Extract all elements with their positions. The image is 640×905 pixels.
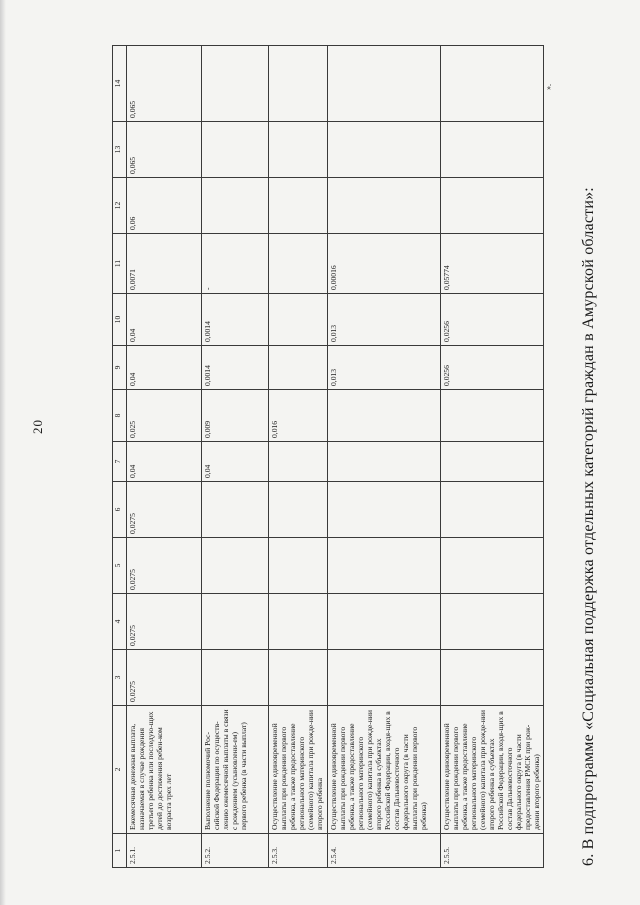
table-cell <box>269 538 328 594</box>
table-cell: 0,065 <box>127 122 202 178</box>
column-header: 9 <box>113 346 127 390</box>
rotated-content <box>112 42 597 868</box>
table-cell: 0,013 <box>328 346 441 390</box>
row-description: Осуществление единовременной выплаты при рождении первого ребенка, а также предоставление регионального материнского (семейного) капитала при рожде-нии второго ребенка <box>269 706 328 834</box>
table-cell: 0,0275 <box>127 650 202 706</box>
table-row <box>328 46 441 868</box>
table-cell: 0,05774 <box>441 234 544 294</box>
column-header: 5 <box>113 538 127 594</box>
table-cell <box>269 122 328 178</box>
table-cell: 0,0256 <box>441 294 544 346</box>
table-cell: 0,016 <box>269 390 328 442</box>
table-cell <box>269 234 328 294</box>
table-cell <box>202 594 269 650</box>
table-cell <box>441 442 544 482</box>
page-number: 20 <box>30 419 45 434</box>
table-cell: 0,0275 <box>127 538 202 594</box>
table-cell <box>328 390 441 442</box>
table-cell <box>269 594 328 650</box>
column-header: 13 <box>113 122 127 178</box>
table-cell <box>441 594 544 650</box>
row-index: 2.5.3. <box>269 834 328 868</box>
row-index: 2.5.4. <box>328 834 441 868</box>
table-cell: 0,0256 <box>441 346 544 390</box>
table-cell <box>328 594 441 650</box>
table-cell <box>441 178 544 234</box>
column-header: 3 <box>113 650 127 706</box>
table-cell: 0,0275 <box>127 594 202 650</box>
table-cell <box>441 122 544 178</box>
table-cell: 0,065 <box>127 46 202 122</box>
table-cell <box>269 346 328 390</box>
section-caption: 6. В подпрограмме «Социальная поддержка отдельных категорий граждан в Амурской области»: <box>580 187 597 866</box>
table-cell <box>269 294 328 346</box>
table-cell <box>441 390 544 442</box>
row-index: 2.5.1. <box>127 834 202 868</box>
table-cell: 0,04 <box>202 442 269 482</box>
column-header: 10 <box>113 294 127 346</box>
column-header: 8 <box>113 390 127 442</box>
table-cell <box>269 178 328 234</box>
table-cell: 0,04 <box>127 346 202 390</box>
closing-quote-mark: ». <box>544 84 553 90</box>
table-cell <box>328 122 441 178</box>
table-cell <box>441 538 544 594</box>
column-header: 4 <box>113 594 127 650</box>
table-cell <box>328 178 441 234</box>
row-description: Выполнение полномочий Рос-сийской Федерации по осуществ-лению ежемесячной выплаты в связи с рождением (усыновлени-ем) первого ребенка (в части выплат) <box>202 706 269 834</box>
table-cell: 0,009 <box>202 390 269 442</box>
table-cell: 0,0071 <box>127 234 202 294</box>
column-header: 1 <box>113 834 127 868</box>
table-cell: 0,04 <box>127 442 202 482</box>
table-cell <box>202 650 269 706</box>
column-header: 2 <box>113 706 127 834</box>
column-header: 7 <box>113 442 127 482</box>
scan-edge <box>0 0 6 905</box>
table-cell <box>269 650 328 706</box>
table-row <box>202 46 269 868</box>
table-cell <box>269 442 328 482</box>
table-cell <box>269 46 328 122</box>
table-cell <box>202 178 269 234</box>
column-header: 11 <box>113 234 127 294</box>
row-description: Осуществление единовременной выплаты при рождении первого ребенка, а также предоставление регионального материнского (семейного) капитала при рожде-нии второго ребенка в субъектах Российской Федерации, входя-щих в состав Дальневосточного федерального округа (в части выплаты при рождении первого ребенка) <box>328 706 441 834</box>
table-row <box>441 46 544 868</box>
table-cell: 0,04 <box>127 294 202 346</box>
table-cell <box>441 46 544 122</box>
table-cell <box>328 538 441 594</box>
table-cell: 0,013 <box>328 294 441 346</box>
table-cell <box>328 46 441 122</box>
table-cell: 0,0014 <box>202 346 269 390</box>
header-row <box>113 46 127 868</box>
table-cell <box>328 650 441 706</box>
table-cell: 0,06 <box>127 178 202 234</box>
table-cell <box>441 650 544 706</box>
indicator-table <box>112 45 544 868</box>
table-cell: 0,0275 <box>127 482 202 538</box>
table-cell <box>441 482 544 538</box>
table-cell: 0,025 <box>127 390 202 442</box>
row-index: 2.5.2. <box>202 834 269 868</box>
row-index: 2.5.5. <box>441 834 544 868</box>
table-cell <box>328 482 441 538</box>
table-row <box>269 46 328 868</box>
table-cell <box>202 538 269 594</box>
row-description: Осуществление единовременной выплаты при рождении первого ребенка, а также предоставление регионального материнского (семейного) капитала при рожде-нии второго ребенка в субъектах Российской Федерации, входя-щих в состав Дальневосточного федерального округа (в части предоставления РМСК при рож-дении второго ребенка) <box>441 706 544 834</box>
table-cell <box>202 46 269 122</box>
row-description: Ежемесячная денежная выплата, назначаемая в случае рождения третьего ребенка или последую-щих детей до достижения ребен-ком возраста трех лет <box>127 706 202 834</box>
table-cell: 0,00016 <box>328 234 441 294</box>
column-header: 12 <box>113 178 127 234</box>
table-cell <box>269 482 328 538</box>
column-header: 14 <box>113 46 127 122</box>
table-cell: - <box>202 234 269 294</box>
table-cell <box>202 122 269 178</box>
table-cell: 0,0014 <box>202 294 269 346</box>
table-cell <box>202 482 269 538</box>
column-header: 6 <box>113 482 127 538</box>
table-cell <box>328 442 441 482</box>
table-row <box>127 46 202 868</box>
